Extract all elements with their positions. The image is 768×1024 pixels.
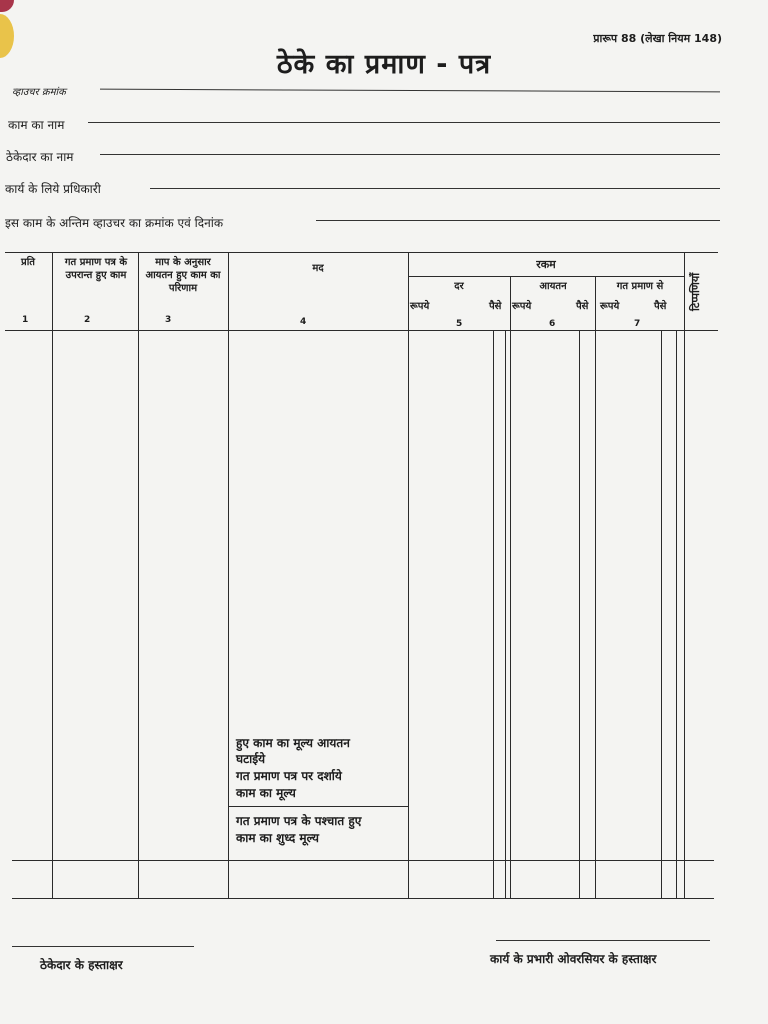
table-inner-divider-2 — [676, 330, 677, 898]
header-volume-paise: पैसे — [576, 301, 589, 312]
table-paise-divider-3 — [661, 330, 662, 898]
col-number-4: 4 — [300, 317, 307, 327]
header-prev-cert: गत प्रमाण से — [616, 281, 664, 292]
table-top-border — [5, 252, 718, 253]
header-rate: दर — [454, 281, 464, 292]
table-col-divider-6 — [595, 276, 596, 898]
field-voucher-line[interactable] — [100, 89, 720, 93]
table-total-top — [12, 860, 714, 861]
col-number-6: 6 — [549, 319, 556, 329]
field-authority-label: कार्य के लिये प्रधिकारी — [5, 182, 101, 196]
table-paise-divider-2 — [579, 330, 580, 898]
field-last-voucher-line[interactable] — [316, 220, 720, 221]
field-contractor-line[interactable] — [100, 154, 720, 155]
table-col-divider-3 — [228, 252, 229, 898]
contractor-signature-label: ठेकेदार के हस्ताक्षर — [40, 958, 123, 972]
table-amount-divider — [408, 276, 684, 277]
col-number-7: 7 — [634, 319, 641, 329]
header-rate-paise: पैसे — [489, 301, 502, 312]
table-inner-divider-1 — [505, 330, 506, 898]
col-number-5: 5 — [456, 319, 463, 329]
table-summary-divider — [228, 806, 408, 807]
summary-line-6: काम का शुध्द मूल्य — [236, 831, 320, 845]
summary-line-5: गत प्रमाण पत्र के पश्चात हुए — [236, 814, 362, 828]
header-col-4: मद — [312, 263, 324, 274]
field-voucher-label: व्हाउचर क्रमांक — [12, 87, 66, 98]
table-col-divider-1 — [52, 252, 53, 898]
page-title: ठेके का प्रमाण - पत्र — [276, 49, 492, 80]
table-col-divider-4 — [408, 252, 409, 898]
overseer-signature-label: कार्य के प्रभारी ओवरसियर के हस्ताक्षर — [490, 952, 657, 966]
field-work-name-label: काम का नाम — [8, 118, 65, 132]
col-number-3: 3 — [165, 315, 172, 325]
corner-decoration — [0, 0, 14, 12]
form-reference: प्रारूप 88 (लेखा नियम 148) — [593, 32, 722, 45]
header-prev-paise: पैसे — [654, 301, 667, 312]
field-contractor-label: ठेकेदार का नाम — [6, 150, 74, 164]
summary-line-3: गत प्रमाण पत्र पर दर्शाये — [236, 769, 342, 783]
header-remarks: टिप्पणियाँ — [689, 272, 702, 312]
header-col-1: प्रति — [21, 257, 35, 268]
header-col-3: माप के अनुसार आयतन हुए काम का परिणाम — [145, 257, 221, 294]
field-work-name-line[interactable] — [88, 122, 720, 123]
field-authority-line[interactable] — [150, 188, 720, 189]
header-col-2: गत प्रमाण पत्र के उपरान्त हुए काम — [64, 257, 128, 281]
table-col-divider-7 — [684, 252, 685, 898]
summary-line-4: काम का मूल्य — [236, 786, 296, 800]
field-last-voucher-label: इस काम के अन्तिम व्हाउचर का क्रमांक एवं दिनांक — [5, 216, 224, 230]
contractor-signature-line[interactable] — [12, 946, 194, 947]
table-header-bottom — [5, 330, 718, 331]
table-col-divider-2 — [138, 252, 139, 898]
header-rate-rupees: रूपये — [410, 301, 430, 312]
summary-line-2: घटाईये — [236, 752, 266, 766]
table-bottom-border — [12, 898, 714, 899]
header-volume-rupees: रूपये — [512, 301, 532, 312]
col-number-1: 1 — [22, 315, 29, 325]
col-number-2: 2 — [84, 315, 91, 325]
table-col-divider-5 — [510, 276, 511, 898]
overseer-signature-line[interactable] — [496, 940, 710, 941]
header-amount: रकम — [536, 258, 556, 271]
summary-line-1: हुए काम का मूल्य आयतन — [236, 736, 350, 750]
table-paise-divider-1 — [493, 330, 494, 898]
header-prev-rupees: रूपये — [600, 301, 620, 312]
header-volume: आयतन — [539, 281, 567, 292]
